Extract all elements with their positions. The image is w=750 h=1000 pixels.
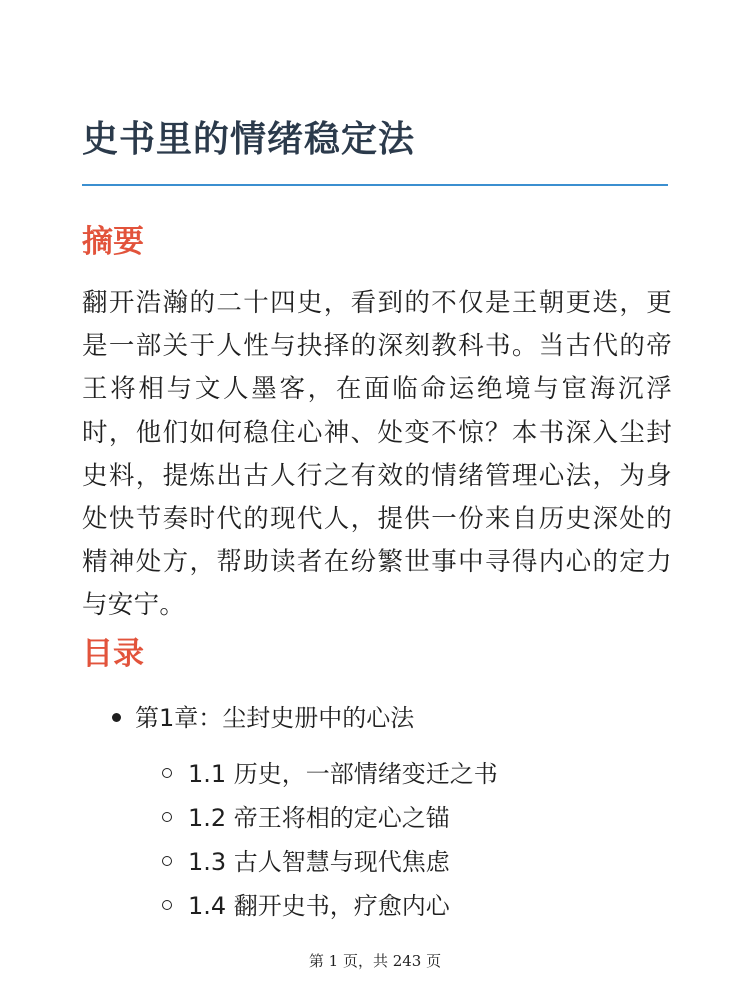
summary-heading: 摘要 [82,224,144,260]
hollow-bullet-icon [162,856,172,866]
toc-section-label: 1.1 历史，一部情绪变迁之书 [188,760,498,788]
summary-paragraph: 翻开浩瀚的二十四史，看到的不仅是王朝更迭，更是一部关于人性与抉择的深刻教科书。当古代的帝王将相与文人墨客，在面临命运绝境与宦海沉浮时，他们如何稳住心神、处变不惊？本书深入尘封史料，提炼出古人行之有效的情绪管理心法，为身处快节奏时代的现代人，提供一份来自历史深处的精神处方，帮助读者在纷繁世事中寻得内心的定力与安宁。 [82,288,672,621]
hollow-bullet-icon [162,812,172,822]
toc-section-label: 1.2 帝王将相的定心之锚 [188,804,450,832]
filled-bullet-icon [112,713,121,722]
toc-section-label: 1.4 翻开史书，疗愈内心 [188,892,450,920]
title-divider [82,184,668,186]
hollow-bullet-icon [162,900,172,910]
toc-chapter-label: 第1章：尘封史册中的心法 [135,704,415,732]
toc-section-label: 1.3 古人智慧与现代焦虑 [188,848,450,876]
page-footer: 第 1 页，共 243 页 [308,952,442,970]
document-title: 史书里的情绪稳定法 [82,119,416,160]
hollow-bullet-icon [162,768,172,778]
toc-heading: 目录 [82,636,144,672]
